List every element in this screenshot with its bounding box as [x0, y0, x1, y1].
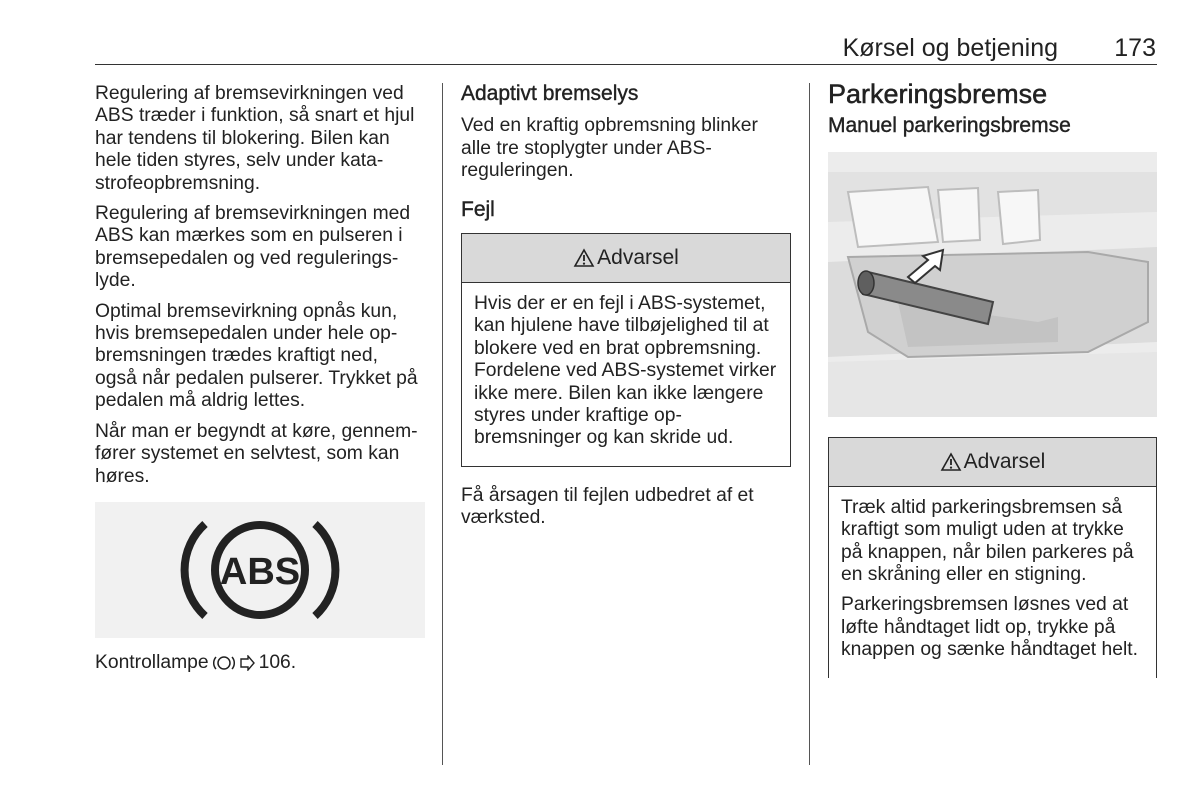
heading-fault: Fejl [461, 197, 495, 221]
column-2 [461, 83, 791, 538]
warning-header [462, 234, 790, 283]
warning-header-parking [829, 438, 1156, 487]
handbrake-illustration [828, 152, 1157, 417]
parking-warning-paragraph-2: Parkeringsbremsen løsnes ved at løfte håndtaget lidt op, trykke på knappen og sænke håndtaget helt. [841, 594, 1138, 661]
abs-lamp-label: ABS [219, 550, 301, 593]
reference-page: 106. [258, 651, 297, 673]
heading-manual-parking-brake: Manuel parkeringsbremse [828, 114, 1071, 138]
abs-small-icon [213, 654, 235, 672]
header-divider [95, 64, 1157, 65]
abs-lamp-illustration [95, 502, 425, 638]
column-3 [828, 79, 1157, 678]
page-number: 173 [1114, 34, 1156, 62]
abs-lamp-icon [175, 510, 345, 630]
parking-warning-paragraph-1: Træk altid parkeringsbremsen så kraftigt som muligt uden at trykke på knappen, når bilen parkeres på en skråning eller en stigning. [841, 496, 1134, 586]
abs-paragraph-2: Regulering af bremsevirkningen med ABS kan mærkes som en pulseren i bremsepedalen og ved reguleringslyde. [95, 203, 411, 292]
abs-paragraph-4: Når man er begyndt at køre, gennemfører systemet en selvtest, som kan høres. [95, 420, 418, 487]
reference-label: Kontrollampe [95, 651, 209, 673]
heading-parking-brake: Parkeringsbremse [828, 79, 1048, 109]
warning-triangle-icon [573, 248, 595, 268]
column-divider-1 [442, 83, 443, 765]
abs-paragraph-1: Regulering af bremsevirkningen ved ABS træder i funktion, så snart et hjul har tendens til blokering. Bilen kan hele tiden styres, selv under katastrofeopbremsning. [95, 83, 415, 194]
warning-body-parking [829, 487, 1156, 678]
warning-box-parking-brake [828, 437, 1157, 678]
heading-adaptive-brakelights: Adaptivt bremselys [461, 82, 639, 105]
column-1 [95, 83, 425, 674]
page-reference [95, 652, 425, 674]
abs-paragraph-3: Optimal bremsevirkning opnås kun, hvis bremsepedalen under hele opbremsningen trædes kraftigt ned, også når pedalen pulserer. Trykket på pedalen må aldrig lettes. [95, 300, 418, 412]
warning-text: Hvis der er en fejl i ABS-systemet, kan hjulene have tilbøjelighed til at blokere ved en brat opbremsning. Fordelene ved ABS-systemet virker ikke mere. Bilen kan ikke længere styres under kraftige opbremsninger og kan skride ud. [474, 293, 777, 449]
section-title: Kørsel og betjening [842, 34, 1058, 62]
warning-box-abs-fault [461, 233, 791, 467]
fault-paragraph: Få årsagen til fejlen udbedret af et værksted. [461, 484, 754, 529]
brakelights-paragraph: Ved en kraftig opbremsning blinker alle tre stoplygter under ABS-reguleringen. [461, 115, 758, 182]
page-reference-arrow-icon [239, 655, 255, 671]
warning-triangle-icon [940, 452, 962, 472]
warning-title: Advarsel [597, 245, 679, 269]
warning-body [462, 283, 790, 466]
warning-title-parking: Advarsel [963, 449, 1046, 473]
column-divider-2 [809, 83, 810, 765]
